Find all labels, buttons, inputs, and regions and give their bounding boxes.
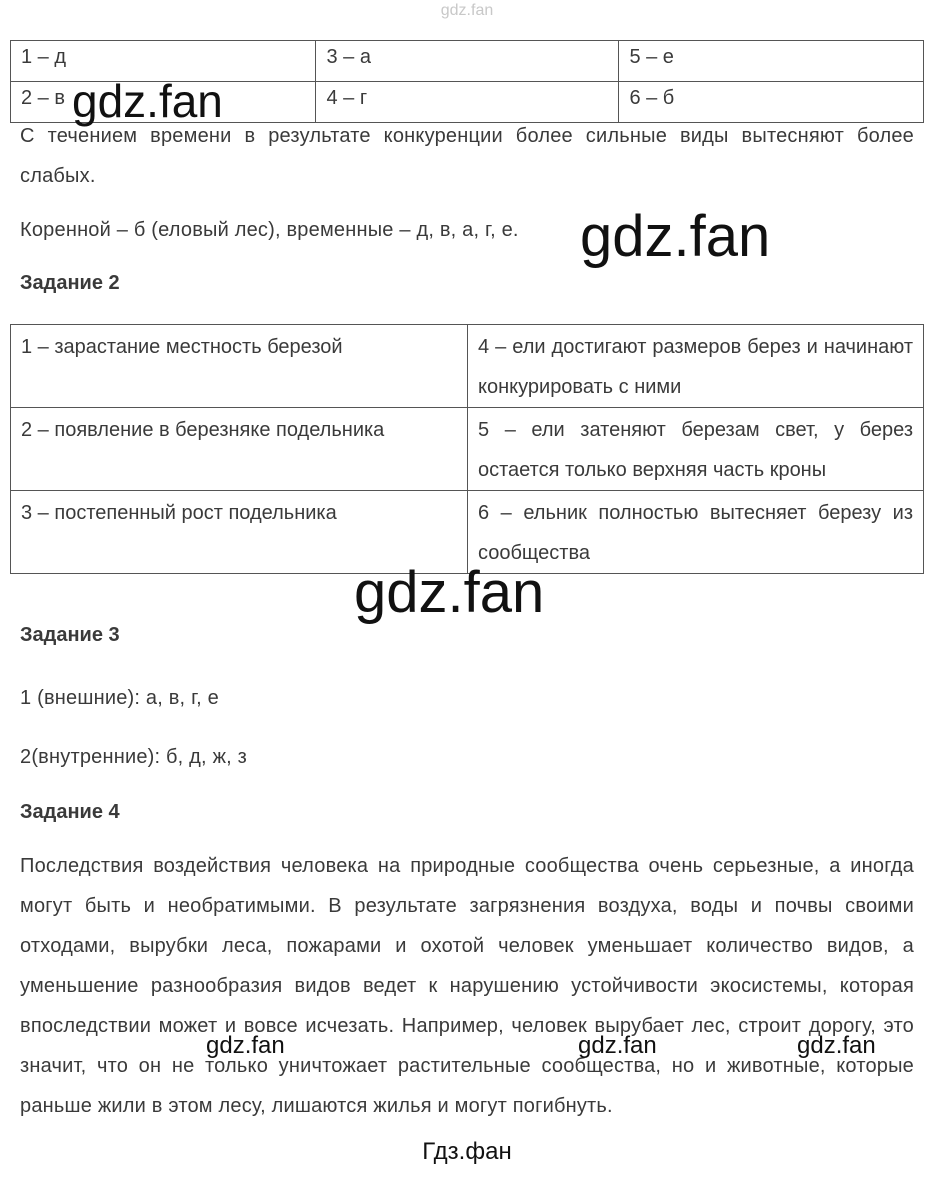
watermark-overlay: gdz.fan [580,204,771,269]
table-cell: 4 – ели достигают размеров берез и начинают конкурировать с ними [468,325,924,408]
table-cell: 6 – б [619,82,924,123]
paragraph-competition: С течением времени в результате конкуренции более сильные виды вытесняют более слабых. [20,125,914,187]
table-cell: 5 – е [619,41,924,82]
table-cell: 3 – постепенный рост подельника [11,491,468,574]
answer-table-2 [10,324,924,574]
table-cell: 3 – а [316,41,619,82]
table-cell: 2 – в [11,82,316,123]
task-3-line-internal: 2(внутренние): б, д, ж, з [20,746,248,768]
watermark-overlay: gdz.fan [354,560,545,625]
task-3-line-external: 1 (внешние): а, в, г, е [20,687,219,709]
table-cell: 5 – ели затеняют березам свет, у берез остается только верхняя часть кроны [468,408,924,491]
watermark-top: gdz.fan [440,2,494,19]
watermark-overlay: gdz.fan [797,1032,876,1059]
table-cell: 1 – д [11,41,316,82]
watermark-overlay: gdz.fan [206,1032,285,1059]
table-cell: 6 – ельник полностью вытесняет березу из сообщества [468,491,924,574]
table-row [11,325,924,408]
paragraph-forest-types: Коренной – б (еловый лес), временные – д, в, а, г, е. [20,219,519,241]
heading-task-4: Задание 4 [20,801,120,823]
heading-task-2: Задание 2 [20,272,120,294]
watermark-overlay: gdz.fan [578,1032,657,1059]
table-cell: 4 – г [316,82,619,123]
watermark-bottom: Гдз.фан [422,1138,512,1165]
table-cell: 1 – зарастание местность березой [11,325,468,408]
table-cell: 2 – появление в березняке подельника [11,408,468,491]
watermark-overlay: gdz.fan [72,75,223,127]
heading-task-3: Задание 3 [20,624,120,646]
paragraph-human-impact: Последствия воздействия человека на природные сообщества очень серьезные, а иногда могут быть и необратимыми. В результате загрязнения воздуха, воды и почвы своими отходами, вырубки леса, пожарами и охотой человек уменьшает количество видов, а уменьшение разнообразия видов ведет к нарушению устойчивости экосистемы, которая впоследствии может и вовсе исчезать. Например, человек вырубает лес, строит дорогу, это значит, что он не только уничтожает растительные сообщества, но и животные, которые раньше жили в этом лесу, лишаются жилья и могут погибнуть. [20,855,914,1117]
table-row [11,408,924,491]
